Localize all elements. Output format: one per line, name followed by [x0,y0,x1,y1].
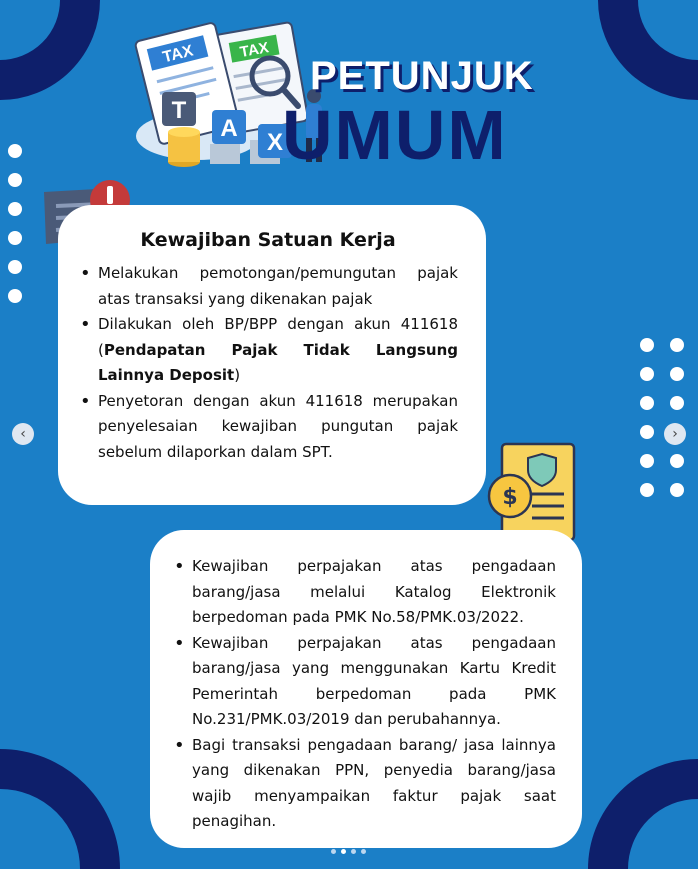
list-item: • Penyetoran dengan akun 411618 merupakan penyelesaian kewajiban pungutan pajak sebelum dilaporkan dalam SPT. [78,389,458,466]
pager-dot[interactable] [351,849,356,854]
list-item: • Kewajiban perpajakan atas pengadaan barang/jasa yang menggunakan Kartu Kredit Pemerintah berpedoman pada PMK No.231/PMK.03/2019 dan perubahannya. [172,631,556,733]
svg-text:TAX: TAX [160,42,195,67]
card-pengadaan-barang-jasa [150,530,582,848]
corner-decoration-bottom-left [0,749,120,869]
list-item: • Dilakukan oleh BP/BPP dengan akun 411618 (Pendapatan Pajak Tidak Langsung Lainnya Deposit) [78,312,458,389]
list-item: • Kewajiban perpajakan atas pengadaan barang/jasa melalui Katalog Elektronik berpedoman pada PMK No.58/PMK.03/2022. [172,554,556,631]
card-heading: Kewajiban Satuan Kerja [140,229,396,251]
card-kewajiban-satuan-kerja [58,205,486,505]
svg-text:$: $ [502,485,518,510]
pager-dot[interactable] [361,849,366,854]
svg-text:X: X [266,129,284,156]
svg-text:T: T [171,97,187,124]
previous-slide-button[interactable]: ‹ [12,423,34,445]
corner-decoration-top-right [598,0,698,100]
account-name: Pendapatan Pajak Tidak Langsung Lainnya Deposit [98,340,458,384]
corner-decoration-bottom-right [588,759,698,869]
svg-text:TAX: TAX [238,39,271,62]
pager-dot[interactable] [331,849,336,854]
corner-decoration-top-left [0,0,100,100]
next-slide-button[interactable]: › [664,423,686,445]
dot-pattern-left [8,144,22,303]
title-line-2: UMUM [282,96,508,174]
svg-text:A: A [220,115,238,142]
list-item: • Bagi transaksi pengadaan barang/ jasa lainnya yang dikenakan PPN, penyedia barang/jasa wajib menyampaikan faktur pajak saat penagihan. [172,733,556,835]
dot-pattern-right [640,338,684,497]
pager-dot[interactable] [341,849,346,854]
page-title [282,52,572,174]
title-line-1: PETUNJUK [310,54,534,98]
list-item: • Melakukan pemotongan/pemungutan pajak atas transaksi yang dikenakan pajak [78,261,458,312]
slide-pager [331,849,366,854]
